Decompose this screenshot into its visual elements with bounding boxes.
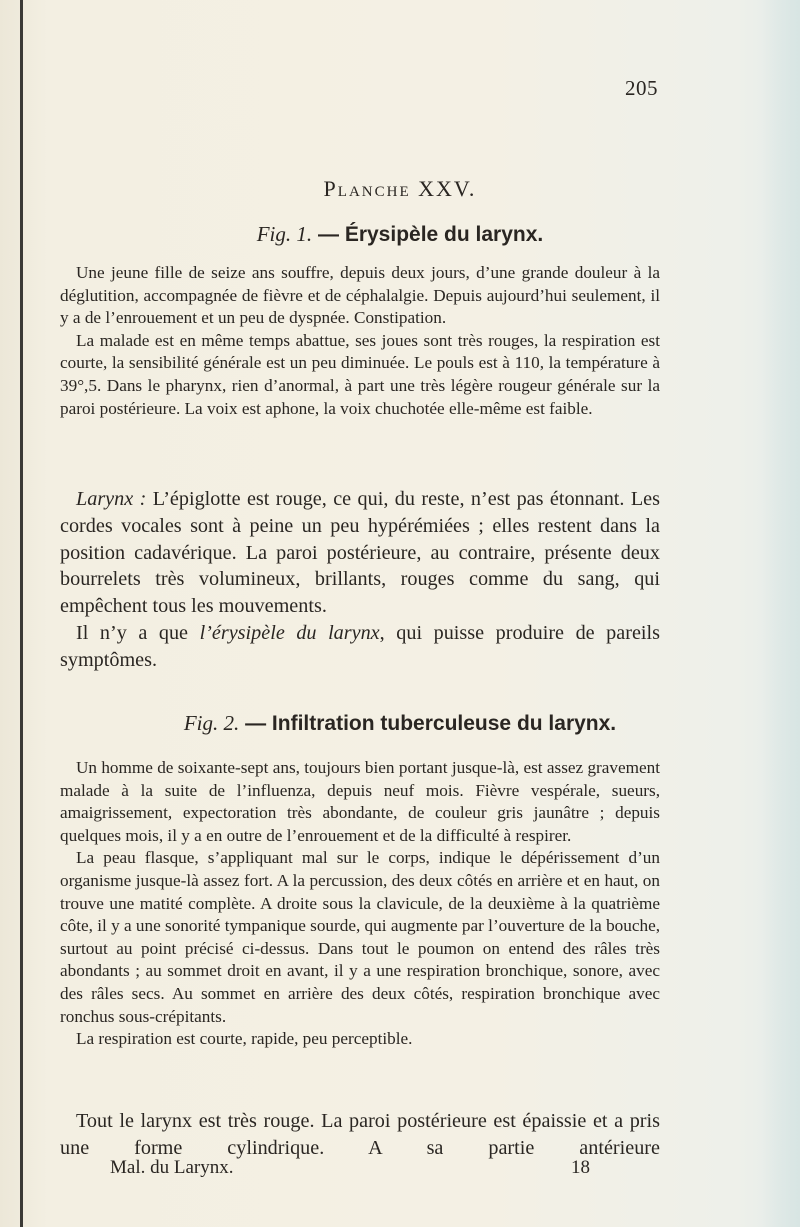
page-number: 205	[625, 76, 658, 100]
fig2-findings-text	[60, 1108, 660, 1162]
larynx-label: Larynx :	[76, 488, 147, 510]
fig1-larynx-paragraph	[60, 486, 660, 620]
conclusion-text: , qui puisse produire de pareils symptômes.	[60, 621, 660, 671]
fig2-paragraph: La peau flasque, s’appliquant mal sur le corps, indique le dépérissement d’un organisme jusque-là assez fort. A la percussion, des deux côtés en arrière et en haut, on trouve une matité complète. A droite sous la clavicule, de la deuxième à la quatrième côte, il y a une sonorité tympanique sourde, qui augmente par l’ouverture de la bouche, surtout au point précisé ci-dessus. Dans tout le poumon on entend des râles très abondants ; au sommet droit en avant, il y a une respiration bronchique, sonore, avec des râles secs. Au sommet en arrière des deux côtés, respiration bronchique avec ronchus sous-crépitants.	[60, 848, 660, 1026]
diagnosis-emphasis: l’érysipèle du larynx	[199, 621, 380, 644]
fig2-heading	[60, 711, 740, 736]
fig2-paragraph: La respiration est courte, rapide, peu perceptible.	[76, 1029, 413, 1049]
fig1-case-text	[60, 262, 660, 420]
fig2-larynx-paragraph: Tout le larynx est très rouge. La paroi postérieure est épaissie et a pris une forme cylindrique. A sa partie antérieure	[60, 1110, 660, 1159]
fig1-findings-text	[60, 486, 660, 674]
larynx-text: L’épiglotte est rouge, ce qui, du reste, n’est pas étonnant. Les cordes vocales sont à peine un peu hypérémiées ; elles restent dans la position cadavérique. La paroi postérieure, au contraire, présente deux bourrelets très volumineux, brillants, rouges comme du sang, qui empêchent tous les mouvements.	[60, 488, 660, 618]
conclusion-text: Il n’y a que	[76, 621, 200, 644]
fig1-conclusion	[60, 620, 660, 674]
plate-title: Planche XXV.	[323, 176, 477, 201]
footer-title: Mal. du Larynx.	[110, 1157, 234, 1178]
signature-mark: 18	[571, 1157, 590, 1178]
fig2-title: — Infiltration tuberculeuse du larynx.	[239, 712, 617, 735]
fig2-paragraph: Un homme de soixante-sept ans, toujours bien portant jusque-là, est assez gravement malade à la suite de l’influenza, depuis neuf mois. Fièvre vespérale, sueurs, amaigrissement, expectoration très abondante, de couleur gris jaunâtre ; depuis quelques mois, il y a en outre de l’enrouement et de la difficulté à respirer.	[60, 758, 660, 845]
fig2-label: Fig. 2.	[183, 711, 240, 735]
fig1-paragraph: La malade est en même temps abattue, ses joues sont très rouges, la respiration est courte, la sensibilité générale est un peu diminuée. Le pouls est à 110, la température à 39°,5. Dans le pharynx, rien d’anormal, à part une très légère rougeur générale sur la paroi postérieure. La voix est aphone, la voix chuchotée elle-même est faible.	[60, 330, 660, 418]
fig2-case-text	[60, 757, 660, 1051]
fig1-label: Fig. 1.	[256, 222, 313, 246]
fig1-paragraph: Une jeune fille de seize ans souffre, depuis deux jours, d’une grande douleur à la déglutition, accompagnée de fièvre et de céphalalgie. Depuis aujourd’hui seulement, il y a de l’enrouement et un peu de dyspnée. Constipation.	[60, 263, 660, 328]
fig1-title: — Érysipèle du larynx.	[312, 223, 544, 246]
fig1-heading	[60, 222, 740, 247]
page-footer	[110, 1157, 590, 1179]
